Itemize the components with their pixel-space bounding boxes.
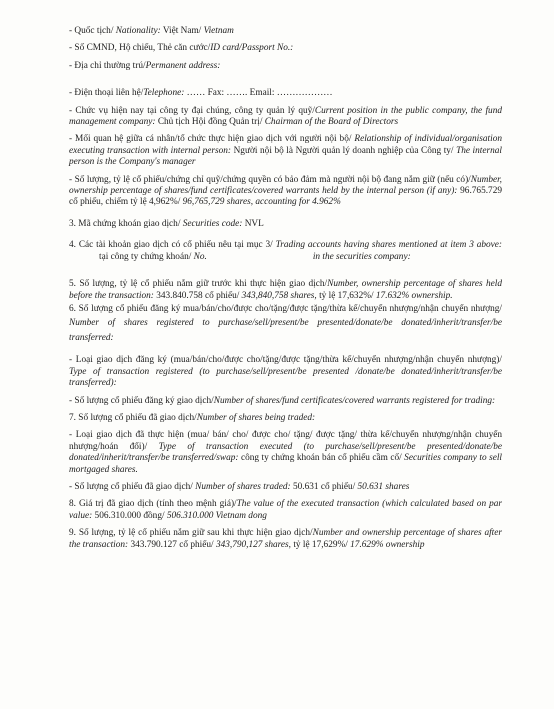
before-ratio-en: 17.632% ownership. (375, 290, 453, 301)
position-paragraph (69, 106, 502, 129)
after-value-en: 343,790,127 shares, (215, 539, 292, 550)
nationality-label-en: Nationality: (113, 26, 161, 36)
shares-traded-value: 50.631 cổ phiếu/ (290, 482, 358, 493)
contact-label-en: Telephone: (143, 88, 185, 99)
value-paragraph (69, 499, 502, 522)
internal-holding-value-en: 96,765,729 shares, accounting for 4.962% (182, 197, 341, 208)
before-paragraph (69, 279, 502, 302)
id-card-label: - Số CMND, Hộ chiếu, Thẻ căn cước/ (69, 43, 211, 54)
after-ratio: tỷ lệ 17,629%/ (291, 539, 351, 550)
shares-traded-value-en: 50.631 shares (357, 482, 410, 493)
value-amount-en: 506.310.000 Vietnam dong (166, 510, 267, 521)
before-value: 343.840.758 cổ phiếu/ (153, 290, 242, 301)
internal-holding-label-en: Number, ownership percentage of shares/fund certificates/covered warrants held by the internal person (if any): (69, 174, 502, 197)
before-label-en: Number, ownership percentage of shares held before the transaction: (69, 279, 502, 301)
position-value: Chủ tịch Hội đồng Quản trị/ (155, 117, 265, 128)
contact-label: - Điện thoại liên hệ/ (69, 88, 144, 99)
tx-type-registered-label-en: Type of transaction registered (to purchase/sell/present/be presented /donate/be donated/inherit/transfer/be transferred): (69, 366, 502, 389)
value-label-en: The value of the executed transaction (which calculated based on par value: (69, 499, 502, 521)
before-value-en: 343,840,758 shares, (241, 290, 317, 301)
value-label: 8. Giá trị đã giao dịch (tính theo mệnh giá)/ (69, 499, 237, 510)
nationality-value-en: Vietnam (203, 26, 234, 36)
relationship-label-en: Relationship of individual/organisation executing transaction with internal person: (69, 134, 502, 156)
id-card-label-en: ID card/Passport No.: (210, 43, 294, 54)
relationship-label: - Mối quan hệ giữa cá nhân/tổ chức thực hiện giao dịch với người nội bộ/ (69, 134, 355, 145)
position-value-en: Chairman of the Board of Directors (264, 117, 399, 128)
trading-accounts-no: No. (191, 251, 207, 262)
contact-line (69, 88, 502, 99)
value-amount: 506.310.000 đồng/ (92, 510, 167, 521)
traded-label: 7. Số lượng cổ phiếu đã giao dịch/ (69, 413, 197, 424)
trading-accounts-paragraph (69, 240, 502, 263)
internal-holding-label: - Số lượng, tỷ lệ cổ phiếu/chứng chỉ quỹ/chứng quyền có bảo đảm mà người nội bộ đang nắm giữ (nếu có)/ (69, 174, 471, 185)
before-ratio: tỷ lệ 17,632%/ (316, 290, 376, 301)
nationality-label: - Quốc tịch/ (69, 26, 114, 36)
tx-type-executed-label-en: Type of transaction executed (to purchase/sell/present/be presented/donate/be donated/inherit/transfer/be transferred/swap: (69, 441, 503, 464)
shares-traded-label-en: Number of shares traded: (192, 482, 291, 493)
trading-accounts-label: 4. Các tài khoản giao dịch có cổ phiếu nêu tại mục 3/ (69, 240, 273, 251)
securities-code-label: 3. Mã chứng khoán giao dịch/ (69, 218, 181, 229)
before-label: 5. Số lượng, tỷ lệ cổ phiếu nắm giữ trước khi thực hiện giao dịch/ (69, 279, 328, 290)
after-label: 9. Số lượng, tỷ lệ cổ phiếu nắm giữ sau khi thực hiện giao dịch/ (69, 528, 313, 539)
securities-code-value: NVL (242, 218, 264, 229)
address-line (69, 61, 502, 72)
position-label: - Chức vụ hiện nay tại công ty đại chúng, công ty quản lý quỹ/ (69, 105, 315, 116)
traded-line (69, 413, 502, 424)
after-value: 343.790.127 cổ phiếu/ (128, 539, 216, 550)
after-ratio-en: 17.629% ownership (350, 539, 425, 550)
tx-type-registered-paragraph (69, 355, 502, 389)
nationality-line (69, 26, 502, 37)
relationship-value-en: The internal person is the Company's manager (69, 145, 502, 168)
relationship-paragraph (69, 134, 502, 168)
shares-registered-label: - Số lượng cổ phiếu đăng ký giao dịch/ (69, 395, 214, 406)
tx-type-executed-paragraph (69, 430, 502, 476)
trading-accounts-label-en: Trading accounts having shares mentioned at item 3 above: (272, 240, 502, 251)
address-label-en: Permanent address: (145, 60, 221, 71)
id-card-line (69, 43, 502, 54)
trading-accounts-mid: tại công ty chứng khoán/ (99, 251, 192, 262)
traded-label-en: Number of shares being traded: (196, 413, 316, 424)
relationship-value: Người nội bộ là Người quản lý doanh nghiệp của Công ty/ (231, 145, 457, 156)
trading-accounts-company: in the securities company: (312, 251, 411, 262)
tx-type-executed-value: công ty chứng khoán bán cổ phiếu cầm cố/ (238, 453, 405, 464)
shares-traded-line (69, 482, 502, 493)
after-paragraph (69, 528, 502, 551)
position-label-en: Current position in the public company, the fund management company: (69, 105, 502, 128)
nationality-value: Việt Nam/ (160, 26, 204, 36)
internal-holding-value: 96.765.729 cổ phiếu, chiếm tỷ lệ 4,962%/ (69, 186, 502, 208)
shares-traded-label: - Số lượng cổ phiếu đã giao dịch/ (69, 482, 193, 493)
after-label-en: Number and ownership percentage of shares after the transaction: (69, 528, 502, 550)
securities-code-line (69, 219, 502, 230)
address-label: - Địa chỉ thường trú/ (69, 60, 146, 71)
shares-registered-label-en: Number of shares/fund certificates/covered warrants registered for trading: (213, 395, 496, 406)
registered-label: 6. Số lượng cổ phiếu đăng ký mua/bán/cho/được cho/tặng/được tặng/thừa kế/chuyển nhượng/nhận chuyển nhượng/ (69, 303, 502, 314)
registered-paragraph (69, 302, 502, 346)
tx-type-executed-value-en: Securities company to sell mortgaged shares. (69, 453, 502, 475)
tx-type-executed-label: - Loại giao dịch đã thực hiện (mua/ bán/ cho/ được cho/ tặng/ được tặng/ thừa kế/chuyển nhượng/nhận chuyển nhượng/hoán đổi)/ (69, 430, 502, 452)
internal-holding-paragraph (69, 175, 502, 209)
securities-code-label-en: Securities code: (180, 218, 243, 229)
registered-label-en: Number of shares registered to purchase/sell/present/be presented/donate/be donated/inherit/transfer/be transferred: (69, 318, 502, 343)
contact-rest: …… Fax: ……. Email: ……………… (184, 88, 333, 99)
tx-type-registered-label: - Loại giao dịch đăng ký (mua/bán/cho/được cho/tặng/được tặng/thừa kế/chuyển nhượng/nhận chuyển nhượng)/ (69, 355, 502, 366)
shares-registered-paragraph (69, 396, 502, 407)
